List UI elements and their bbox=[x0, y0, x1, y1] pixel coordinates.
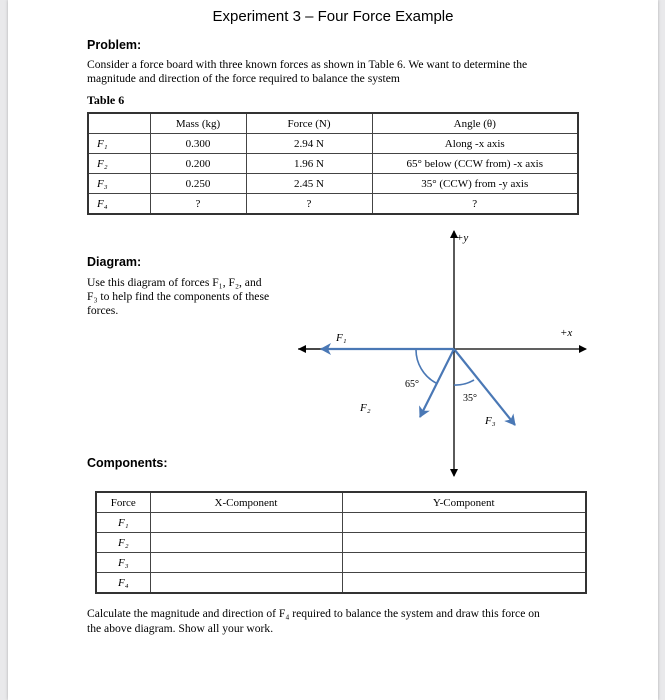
table-row bbox=[96, 573, 586, 594]
components-header-cell: Force bbox=[96, 492, 150, 513]
page-title: Experiment 3 – Four Force Example bbox=[212, 8, 454, 25]
force-symbol: F₄ bbox=[96, 573, 150, 594]
components-header-cell: X-Component bbox=[150, 492, 342, 513]
table-row bbox=[96, 553, 586, 573]
force-symbol: F₄ bbox=[88, 194, 150, 215]
diagram-text-line1: Use this diagram of forces F₁, F₂, and bbox=[87, 276, 262, 289]
problem-heading: Problem: bbox=[87, 38, 142, 52]
table-header-cell: Mass (kg) bbox=[150, 113, 246, 134]
angle-cell: 65° below (CCW from) -x axis bbox=[372, 154, 578, 174]
table-header-cell: Force (N) bbox=[246, 113, 372, 134]
force-diagram bbox=[8, 0, 658, 490]
components-table bbox=[95, 491, 587, 594]
mass-cell: 0.300 bbox=[150, 134, 246, 154]
closing-text-line2: the above diagram. Show all your work. bbox=[87, 622, 274, 635]
problem-text-line1: Consider a force board with three known forces as shown in Table 6. We want to determine the bbox=[87, 58, 528, 71]
force-symbol: F₃ bbox=[88, 174, 150, 194]
angle-65-label: 65° bbox=[405, 379, 419, 390]
force-symbol: F₂ bbox=[88, 154, 150, 174]
force-symbol: F₁ bbox=[88, 134, 150, 154]
force-cell: 2.94 N bbox=[246, 134, 372, 154]
force-symbol: F₁ bbox=[96, 513, 150, 533]
force-symbol: F₃ bbox=[96, 553, 150, 573]
table-row bbox=[96, 513, 586, 533]
f3-arrow bbox=[454, 349, 515, 425]
force-cell: ? bbox=[246, 194, 372, 215]
problem-text-line2: magnitude and direction of the force required to balance the system bbox=[87, 72, 400, 85]
mass-cell: 0.200 bbox=[150, 154, 246, 174]
force-cell: 2.45 N bbox=[246, 174, 372, 194]
diagram-text-line2: F₃ to help find the components of these bbox=[87, 290, 270, 303]
mass-cell: 0.250 bbox=[150, 174, 246, 194]
f2-arrow bbox=[420, 349, 454, 417]
y-component-cell[interactable] bbox=[342, 533, 586, 553]
diagram-heading: Diagram: bbox=[87, 255, 142, 269]
y-component-cell[interactable] bbox=[342, 513, 586, 533]
components-header-cell: Y-Component bbox=[342, 492, 586, 513]
y-component-cell[interactable] bbox=[342, 553, 586, 573]
closing-text-line1: Calculate the magnitude and direction of F₄ required to balance the system and draw this force on bbox=[87, 607, 540, 620]
angle-35-label: 35° bbox=[463, 393, 477, 404]
table-header-cell: Angle (θ) bbox=[372, 113, 578, 134]
table-label: Table 6 bbox=[87, 93, 125, 107]
x-component-cell[interactable] bbox=[150, 513, 342, 533]
angle-arc-65 bbox=[416, 349, 436, 383]
x-component-cell[interactable] bbox=[150, 533, 342, 553]
mass-cell: ? bbox=[150, 194, 246, 215]
table-row bbox=[96, 533, 586, 553]
f2-label: F₂ bbox=[360, 402, 371, 414]
force-symbol: F₂ bbox=[96, 533, 150, 553]
angle-cell: 35° (CCW) from -y axis bbox=[372, 174, 578, 194]
x-component-cell[interactable] bbox=[150, 573, 342, 594]
components-heading: Components: bbox=[87, 456, 168, 470]
x-component-cell[interactable] bbox=[150, 553, 342, 573]
plus-x-label: +x bbox=[560, 327, 573, 339]
angle-cell: ? bbox=[372, 194, 578, 215]
components-header-row bbox=[96, 492, 586, 513]
diagram-text-line3: forces. bbox=[87, 304, 119, 317]
f1-label: F₁ bbox=[336, 332, 347, 344]
document-page bbox=[8, 0, 658, 700]
f3-label: F₃ bbox=[485, 415, 496, 427]
y-component-cell[interactable] bbox=[342, 573, 586, 594]
angle-cell: Along -x axis bbox=[372, 134, 578, 154]
plus-y-label: +y bbox=[456, 232, 469, 244]
force-cell: 1.96 N bbox=[246, 154, 372, 174]
angle-arc-35 bbox=[454, 380, 474, 385]
